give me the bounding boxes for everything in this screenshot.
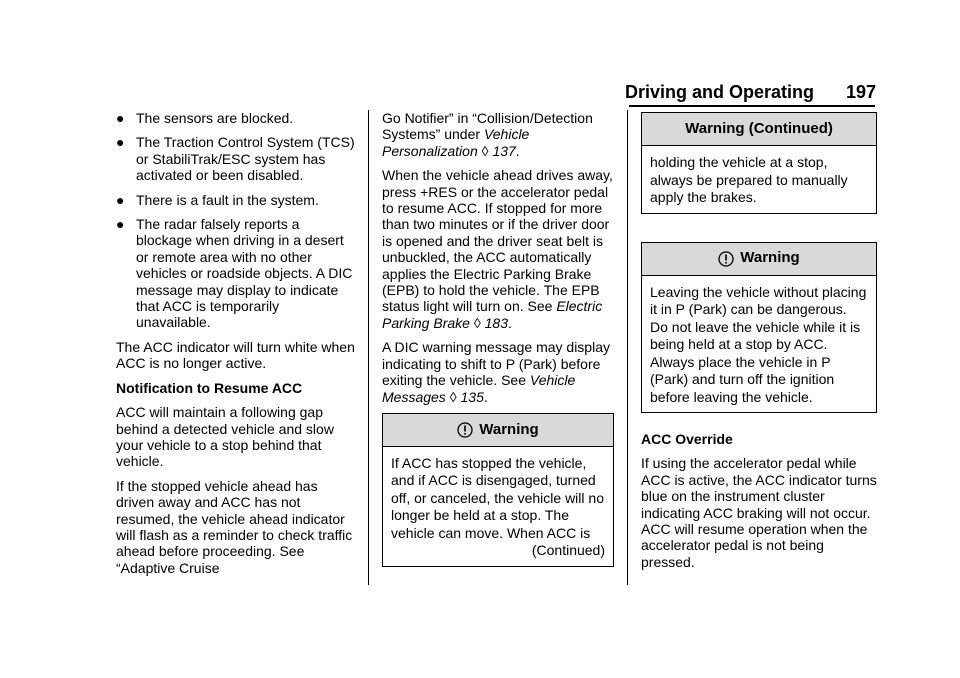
page-ref-icon: ◊: [449, 388, 457, 405]
page-ref[interactable]: 137: [492, 142, 516, 159]
warning-title: Warning: [479, 420, 539, 438]
section-title: Driving and Operating: [624, 82, 814, 102]
warning-header: [383, 414, 613, 447]
warning-text: holding the vehicle at a stop, always be prepared to manually apply the brakes.: [650, 154, 848, 205]
paragraph: If using the accelerator pedal while ACC is active, the ACC indicator turns blue on the instrument cluster indicating ACC braking will not occur. ACC will resume operation when the accelerator pedal is not being pressed.: [641, 455, 877, 570]
paragraph: Go Notifier” in “Collision/Detection Systems” under Vehicle Personalization ◊ 137.: [382, 110, 593, 159]
bullet-text: The radar falsely reports a blockage when driving in a desert or remote area with no other vehicles or roadside objects. A DIC message may display to indicate that ACC is temporarily unavailable.: [136, 216, 353, 331]
bullet-text: There is a fault in the system.: [136, 191, 319, 208]
subheading: ACC Override: [641, 431, 733, 447]
warning-box: [641, 242, 877, 414]
bullet-item: [116, 216, 356, 331]
bullet-item: [116, 110, 356, 126]
warning-icon: [457, 422, 473, 438]
paragraph: The ACC indicator will turn white when ACC is no longer active.: [116, 338, 355, 372]
warning-box: [382, 413, 614, 567]
warning-text: If ACC has stopped the vehicle, and if ACC is disengaged, turned off, or canceled, the vehicle will no longer be held at a stop. The vehicle can move. When ACC is: [391, 454, 604, 541]
column-divider-left: [368, 110, 369, 585]
bullet-icon: ●: [116, 110, 125, 126]
warning-title: Warning (Continued): [685, 119, 833, 137]
bullet-text: The sensors are blocked.: [136, 110, 294, 126]
page-header: [0, 82, 876, 106]
warning-icon: [718, 251, 734, 267]
paragraph-text: A DIC warning message may display indicating to shift to P (Park) before exiting the vehicle. See: [382, 339, 610, 389]
paragraph: If the stopped vehicle ahead has driven away and ACC has not resumed, the vehicle ahead indicator will flash as a reminder to check traffic ahead before proceeding. See “Adaptive Cruise: [116, 477, 353, 576]
column-divider-right: [627, 110, 628, 585]
subheading: Notification to Resume ACC: [116, 379, 303, 396]
paragraph-text: When the vehicle ahead drives away, press +RES or the accelerator pedal to resume ACC. If stopped for more than two minutes or if the driver door is opened and the driver seat belt is unbuckled, the ACC automatically applies the Electric Parking Brake (EPB) to hold the vehicle. The EPB status light will turn on. See: [382, 167, 613, 315]
paragraph: When the vehicle ahead drives away, press +RES or the accelerator pedal to resume ACC. If stopped for more than two minutes or if the driver door is opened and the driver seat belt is unbuckled, the ACC automatically applies the Electric Parking Brake (EPB) to hold the vehicle. The EPB status light will turn on. See Electric Parking Brake ◊ 183.: [382, 167, 613, 331]
warning-body: [642, 146, 876, 213]
bullet-icon: ●: [116, 216, 125, 233]
paragraph-text: Go Notifier” in “Collision/Detection Systems” under: [382, 110, 593, 143]
column-2: [382, 110, 614, 575]
page-ref[interactable]: 183: [484, 314, 508, 331]
continued-label: (Continued): [531, 542, 605, 559]
column-3: [641, 110, 877, 578]
warning-title: Warning: [740, 249, 800, 267]
page-number: 197: [845, 82, 876, 102]
warning-header: [642, 243, 876, 276]
cross-reference-link[interactable]: Vehicle Personalization: [382, 126, 530, 159]
warning-body: [383, 447, 613, 566]
page-ref-icon: ◊: [473, 314, 481, 331]
warning-continued-box: [641, 112, 877, 214]
header-rule: [629, 105, 875, 107]
paragraph: ACC will maintain a following gap behind a detected vehicle and slow your vehicle to a stop behind that vehicle.: [116, 404, 334, 470]
bullet-item: [116, 134, 356, 183]
bullet-icon: ●: [116, 191, 125, 208]
column-1: [116, 110, 356, 584]
bullet-icon: ●: [116, 134, 125, 151]
page-ref-icon: ◊: [481, 142, 489, 159]
warning-header: [642, 113, 876, 146]
cross-reference-link[interactable]: Electric Parking Brake: [382, 298, 603, 331]
bullet-text: The Traction Control System (TCS) or StabiliTrak/ESC system has activated or been disabled.: [136, 134, 355, 184]
paragraph: A DIC warning message may display indicating to shift to P (Park) before exiting the vehicle. See Vehicle Messages ◊ 135.: [382, 339, 610, 405]
warning-body: [642, 276, 876, 413]
page-ref[interactable]: 135: [460, 388, 484, 405]
warning-text: Leaving the vehicle without placing it in P (Park) can be dangerous. Do not leave the vehicle while it is being held at a stop by ACC. Always place the vehicle in P (Park) and turn off the ignition before leaving the vehicle.: [650, 283, 867, 405]
cross-reference-link[interactable]: Vehicle Messages: [382, 372, 576, 405]
bullet-item: [116, 192, 356, 208]
